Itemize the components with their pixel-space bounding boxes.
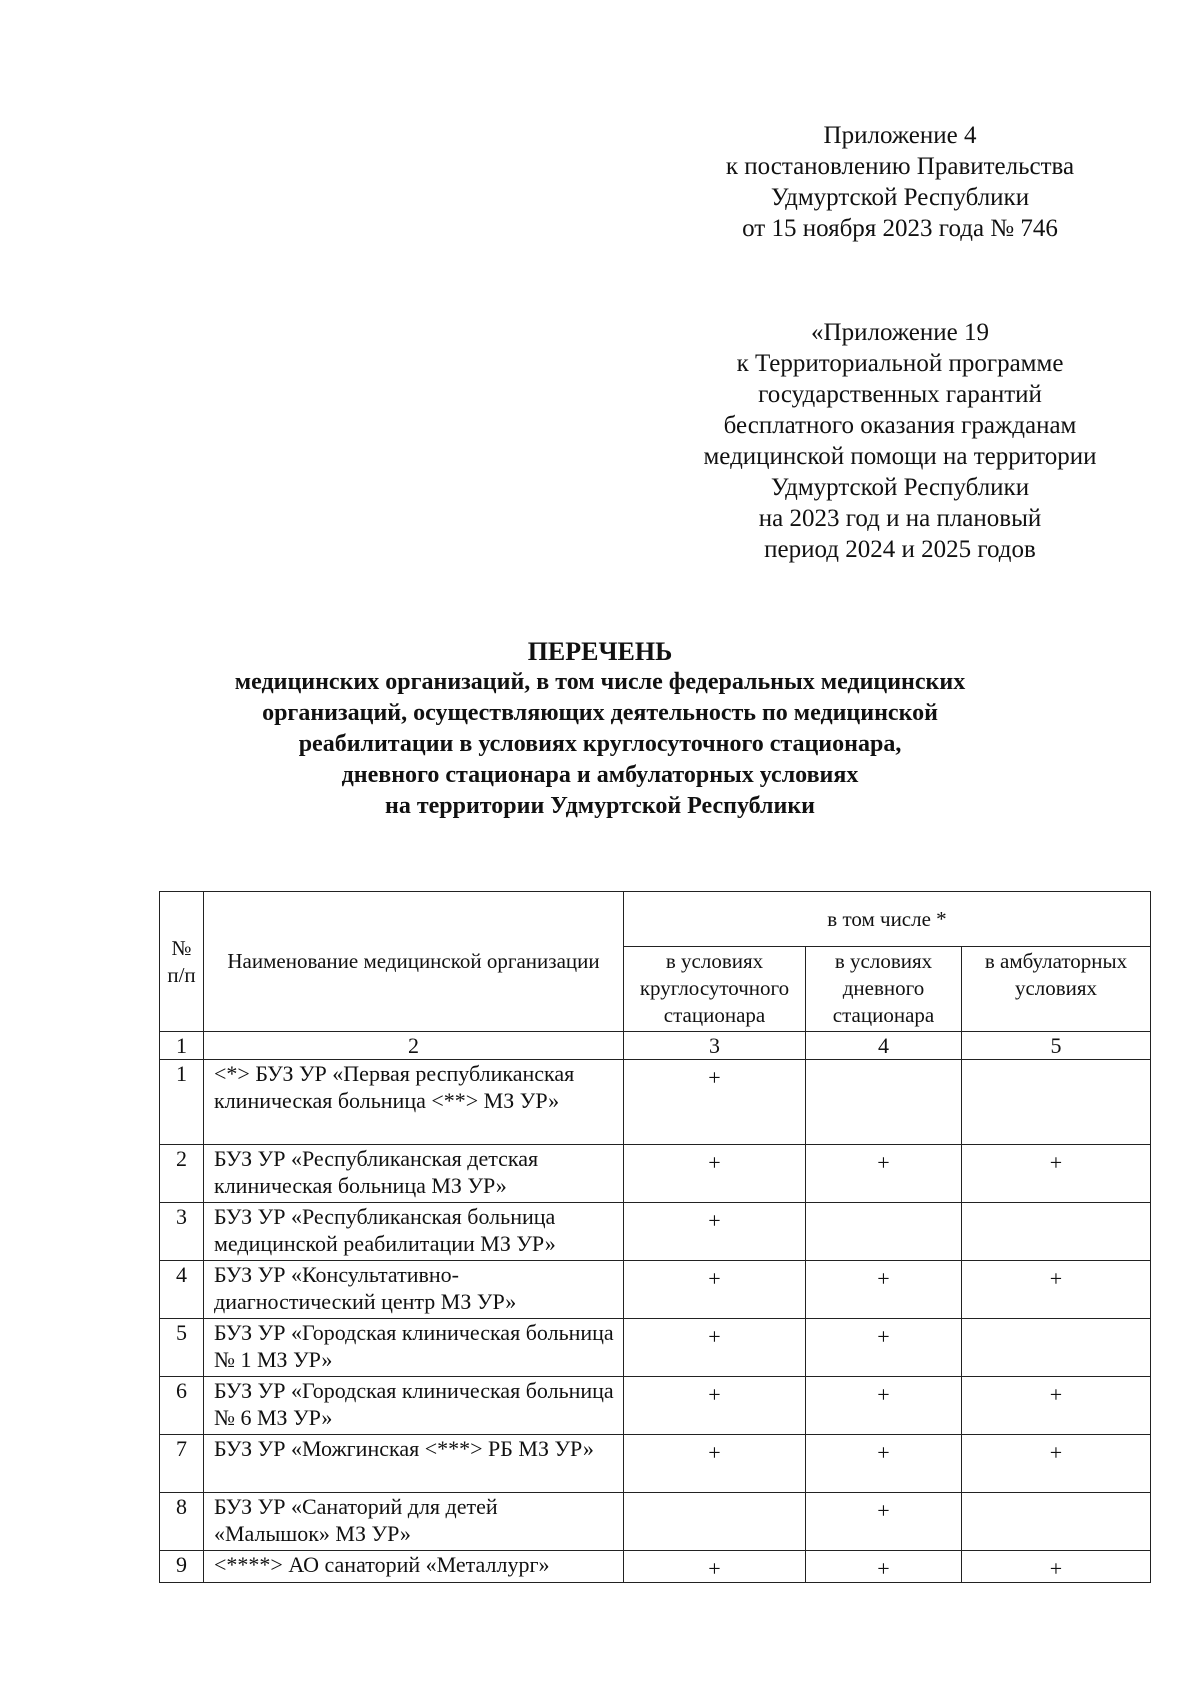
appendix-4-line: Приложение 4	[823, 122, 977, 149]
header-day-hospital: в условиях дневного стационара	[806, 947, 962, 1032]
row-number: 1	[160, 1060, 204, 1145]
column-index: 1	[160, 1032, 204, 1060]
table-row	[160, 1319, 1151, 1377]
organization-name: БУЗ УР «Консультативно-диагностический центр МЗ УР»	[204, 1261, 624, 1319]
mark-round-the-clock: +	[624, 1377, 806, 1435]
table-row	[160, 1377, 1151, 1435]
appendix-4-line: Удмуртской Республики	[770, 184, 1030, 211]
title-heading: ПЕРЕЧЕНЬ	[527, 637, 673, 666]
column-index: 5	[962, 1032, 1151, 1060]
organization-name: БУЗ УР «Республиканская детская клиническая больница МЗ УР»	[204, 1145, 624, 1203]
title-line: дневного стационара и амбулаторных условиях	[341, 762, 859, 788]
appendix-4-header	[690, 120, 1110, 244]
mark-round-the-clock: +	[624, 1203, 806, 1261]
title-line: на территории Удмуртской Республики	[385, 793, 815, 819]
row-number: 6	[160, 1377, 204, 1435]
table-row	[160, 1551, 1151, 1583]
row-number: 5	[160, 1319, 204, 1377]
title-line: организаций, осуществляющих деятельность по медицинской	[262, 700, 938, 726]
appendix-19-line: период 2024 и 2025 годов	[764, 536, 1036, 563]
header-name: Наименование медицинской организации	[204, 892, 624, 1032]
mark-round-the-clock: +	[624, 1319, 806, 1377]
mark-day-hospital: +	[806, 1145, 962, 1203]
organization-name: БУЗ УР «Санаторий для детей «Малышок» МЗ УР»	[204, 1493, 624, 1551]
mark-round-the-clock	[624, 1493, 806, 1551]
mark-day-hospital: +	[806, 1435, 962, 1493]
mark-outpatient	[962, 1060, 1151, 1145]
header-outpatient: в амбулаторных условиях	[962, 947, 1151, 1032]
column-index: 4	[806, 1032, 962, 1060]
mark-round-the-clock: +	[624, 1060, 806, 1145]
organization-name: БУЗ УР «Республиканская больница медицинской реабилитации МЗ УР»	[204, 1203, 624, 1261]
appendix-19-line: на 2023 год и на плановый	[758, 505, 1042, 532]
row-number: 3	[160, 1203, 204, 1261]
appendix-19-line: государственных гарантий	[758, 381, 1042, 408]
organization-name: <****> АО санаторий «Металлург»	[204, 1551, 624, 1583]
mark-round-the-clock: +	[624, 1261, 806, 1319]
mark-outpatient: +	[962, 1261, 1151, 1319]
mark-day-hospital: +	[806, 1261, 962, 1319]
mark-day-hospital	[806, 1060, 962, 1145]
mark-day-hospital: +	[806, 1377, 962, 1435]
mark-day-hospital	[806, 1203, 962, 1261]
mark-day-hospital: +	[806, 1551, 962, 1583]
appendix-19-line: к Территориальной программе	[736, 350, 1064, 377]
row-number: 9	[160, 1551, 204, 1583]
mark-outpatient: +	[962, 1551, 1151, 1583]
document-title	[150, 636, 1050, 822]
header-round-the-clock: в условиях круглосуточного стационара	[624, 947, 806, 1032]
organization-name: БУЗ УР «Можгинская <***> РБ МЗ УР»	[204, 1435, 624, 1493]
column-index: 3	[624, 1032, 806, 1060]
mark-outpatient: +	[962, 1435, 1151, 1493]
table-row	[160, 1203, 1151, 1261]
header-num: № п/п	[160, 892, 204, 1032]
organization-name: <*> БУЗ УР «Первая республиканская клиническая больница <**> МЗ УР»	[204, 1060, 624, 1145]
table-body	[160, 1060, 1151, 1583]
organizations-table	[159, 891, 1151, 1583]
appendix-4-line: к постановлению Правительства	[725, 153, 1075, 180]
row-number: 7	[160, 1435, 204, 1493]
row-number: 8	[160, 1493, 204, 1551]
appendix-19-line: «Приложение 19	[811, 319, 989, 346]
appendix-19-line: медицинской помощи на территории	[703, 443, 1097, 470]
table-row	[160, 1493, 1151, 1551]
organization-name: БУЗ УР «Городская клиническая больница № 6 МЗ УР»	[204, 1377, 624, 1435]
mark-round-the-clock: +	[624, 1145, 806, 1203]
mark-round-the-clock: +	[624, 1435, 806, 1493]
appendix-19-header	[650, 317, 1150, 565]
row-number: 4	[160, 1261, 204, 1319]
mark-outpatient: +	[962, 1145, 1151, 1203]
mark-outpatient	[962, 1203, 1151, 1261]
table-row	[160, 1261, 1151, 1319]
appendix-19-line: Удмуртской Республики	[770, 474, 1030, 501]
column-index: 2	[204, 1032, 624, 1060]
row-number: 2	[160, 1145, 204, 1203]
appendix-4-line: от 15 ноября 2023 года № 746	[742, 215, 1058, 242]
title-line: медицинских организаций, в том числе федеральных медицинских	[234, 669, 966, 695]
appendix-19-line: бесплатного оказания гражданам	[723, 412, 1077, 439]
mark-round-the-clock: +	[624, 1551, 806, 1583]
table-row	[160, 1145, 1151, 1203]
mark-outpatient	[962, 1319, 1151, 1377]
mark-day-hospital: +	[806, 1319, 962, 1377]
mark-outpatient	[962, 1493, 1151, 1551]
mark-outpatient: +	[962, 1377, 1151, 1435]
table-row	[160, 1435, 1151, 1493]
organization-name: БУЗ УР «Городская клиническая больница № 1 МЗ УР»	[204, 1319, 624, 1377]
header-group: в том числе *	[624, 892, 1151, 947]
title-line: реабилитации в условиях круглосуточного стационара,	[298, 731, 902, 757]
table-row	[160, 1060, 1151, 1145]
column-index-row	[160, 1032, 1151, 1060]
mark-day-hospital: +	[806, 1493, 962, 1551]
